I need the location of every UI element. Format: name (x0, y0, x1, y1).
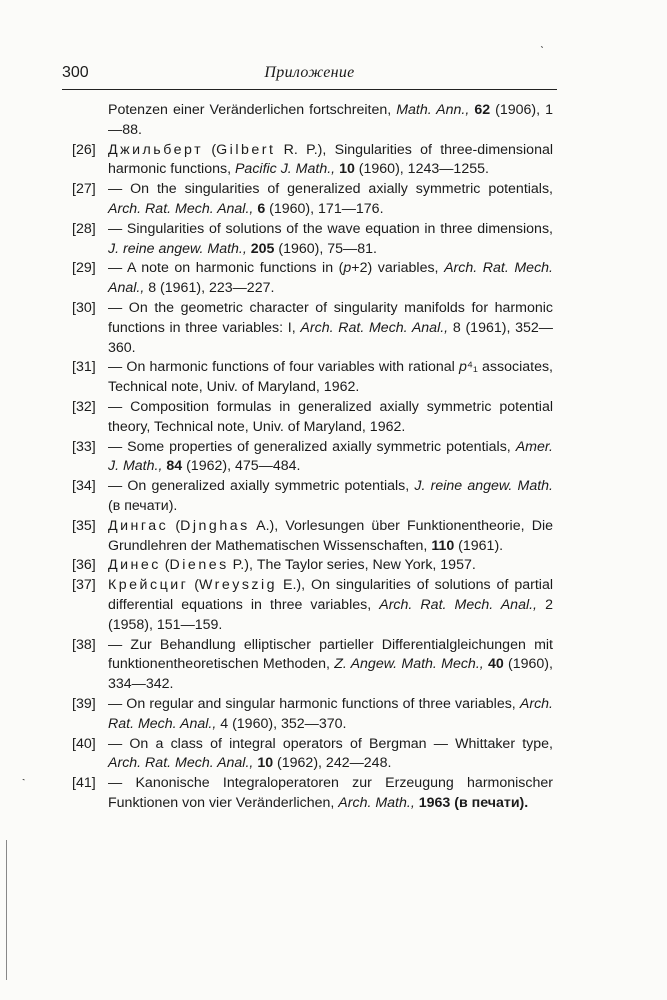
reference-text: — Zur Behandlung elliptischer partieller Differentialgleichungen mit funktionentheoretischen Methoden, (108, 636, 553, 673)
reference-item (72, 556, 553, 576)
reference-text: Dienes (169, 557, 229, 574)
reference-text: R. P.), Singularities of three-dimensional harmonic functions, (108, 141, 553, 178)
scan-speck: ˋ (20, 776, 32, 790)
reference-text: 84 (166, 458, 183, 475)
reference-text: ⁴₁ (466, 359, 478, 376)
reference-number: [41] (72, 775, 96, 792)
reference-text: (в печати). (454, 794, 529, 811)
reference-text: 6 (257, 200, 266, 217)
reference-text: A.), Vorlesungen über Funktionentheorie, Die Grundlehren der Mathematischen Wissenschaften, (108, 517, 553, 554)
reference-text: — Some properties of generalized axially symmetric potentials, (108, 438, 516, 455)
reference-number: [39] (72, 695, 96, 712)
reference-text: Arch. Rat. Mech. Anal., (379, 596, 537, 613)
running-title: Приложение (264, 64, 355, 81)
reference-item (72, 438, 553, 478)
reference-item (72, 299, 553, 358)
reference-item (72, 636, 553, 695)
reference-text: Arch. Rat. Mech. Anal., (108, 695, 553, 732)
reference-text: 8 (1961), 352—360. (108, 319, 553, 356)
reference-text: — Kanonische Integraloperatoren zur Erzeugung harmonischer Funktionen von vier Veränderlichen, (108, 775, 553, 811)
reference-text: (1960), 1243—1255. (354, 161, 489, 178)
reference-text: 62 (474, 102, 491, 118)
reference-number: [37] (72, 577, 96, 594)
header-rule (62, 89, 557, 90)
reference-text: 2 (1958), 151—159. (108, 596, 553, 633)
reference-text: 205 (250, 240, 275, 257)
reference-text: 110 (431, 537, 455, 554)
reference-text: Arch. Math., (338, 794, 415, 811)
reference-number: [38] (72, 636, 96, 653)
reference-text: Amer. J. Math., (108, 438, 553, 475)
reference-text: Wreyszig (198, 577, 278, 594)
reference-text: Arch. Rat. Mech. Anal., (108, 200, 254, 217)
reference-text: Z. Angew. Math. Mech., (334, 656, 484, 673)
reference-item (72, 735, 553, 775)
reference-number: [35] (72, 517, 96, 534)
reference-item (72, 695, 553, 735)
reference-text: Djnghas (180, 517, 250, 534)
reference-continuation (72, 101, 553, 141)
reference-number: [30] (72, 299, 96, 316)
reference-text: Arch. Rat. Mech. Anal., (108, 755, 254, 772)
reference-text: (1962), 475—484. (182, 458, 301, 475)
reference-item (72, 259, 553, 299)
reference-item (72, 141, 553, 181)
reference-list (72, 101, 553, 814)
reference-text: Pacific J. Math., (234, 161, 336, 178)
reference-text: Джильберт (108, 141, 204, 158)
reference-text: p (459, 359, 467, 376)
page-header (62, 64, 557, 88)
reference-text: — A note on harmonic functions in ( (108, 260, 344, 277)
reference-text: Arch. Rat. Mech. Anal., (108, 260, 553, 297)
reference-text: Дингас (108, 517, 169, 534)
reference-text: (1906), 1—88. (108, 102, 553, 138)
reference-text: — On the singularities of generalized axially symmetric potentials, (108, 181, 553, 198)
reference-item (72, 477, 553, 517)
reference-text: ( (203, 141, 217, 158)
reference-text: — On a class of integral operators of Bergman — Whittaker type, (108, 735, 553, 752)
reference-text: Крейсциг (108, 577, 189, 594)
reference-number: [27] (72, 181, 96, 198)
reference-text: Динес (108, 557, 161, 574)
reference-text: J. reine angew. Math. (414, 478, 553, 495)
reference-number: [32] (72, 398, 96, 415)
reference-text: 10 (339, 161, 355, 178)
reference-number: [31] (72, 359, 96, 376)
reference-item (72, 398, 553, 438)
reference-text: Gilbert (216, 141, 276, 158)
reference-text: Potenzen einer Veränderlichen fortschreiten, (108, 102, 397, 118)
page-number: 300 (62, 64, 89, 81)
reference-text: ( (160, 557, 170, 574)
reference-number: [33] (72, 438, 96, 455)
reference-number: [34] (72, 478, 96, 495)
reference-text: p (343, 260, 352, 277)
reference-text: ( (188, 577, 199, 594)
reference-text: (1960), 334—342. (108, 656, 553, 693)
reference-text: (1960), 75—81. (274, 240, 377, 257)
reference-text: — On harmonic functions of four variables with rational (108, 359, 460, 376)
reference-item (72, 774, 553, 814)
reference-text: (1962), 242—248. (273, 755, 392, 772)
reference-number: [29] (72, 260, 96, 277)
reference-text: (в печати). (108, 497, 178, 514)
reference-text: 40 (487, 656, 504, 673)
reference-text: associates, Technical note, Univ. of Maryland, 1962. (108, 359, 554, 396)
reference-text: 10 (257, 755, 274, 772)
reference-text: J. reine angew. Math., (108, 240, 247, 257)
scan-speck: ˋ (540, 44, 544, 58)
reference-number: [36] (72, 557, 96, 574)
reference-item (72, 576, 553, 635)
reference-number: [26] (72, 141, 96, 158)
reference-text: — On generalized axially symmetric potentials, (108, 478, 415, 495)
reference-text: 1963 (418, 794, 451, 811)
reference-item (72, 220, 553, 260)
reference-text: Arch. Rat. Mech. Anal., (300, 319, 449, 336)
reference-item (72, 180, 553, 220)
reference-text: — On the geometric character of singularity manifolds for harmonic functions in three variables: I, (108, 299, 553, 336)
page-edge-line (6, 840, 7, 980)
reference-text: (1961). (454, 537, 504, 554)
reference-text: — Composition formulas in generalized axially symmetric potential theory, Technical note, Univ. of Maryland, 1962. (108, 398, 553, 435)
reference-text: P.), The Taylor series, New York, 1957. (228, 557, 476, 574)
reference-text: E.), On singularities of solutions of partial differential equations in three variables, (108, 577, 553, 613)
reference-number: [28] (72, 220, 96, 237)
reference-item (72, 358, 553, 398)
reference-text: ( (168, 517, 181, 534)
reference-text: — Singularities of solutions of the wave equation in three dimensions, (108, 220, 553, 237)
reference-text: — On regular and singular harmonic functions of three variables, (108, 695, 520, 712)
reference-number: [40] (72, 735, 96, 752)
reference-item (72, 517, 553, 557)
reference-text: 4 (1960), 352—370. (216, 715, 347, 732)
reference-text: (1960), 171—176. (265, 200, 384, 217)
reference-text: Math. Ann., (396, 102, 470, 118)
reference-text: +2) variables, (351, 260, 445, 277)
reference-text: 8 (1961), 223—227. (144, 280, 275, 297)
